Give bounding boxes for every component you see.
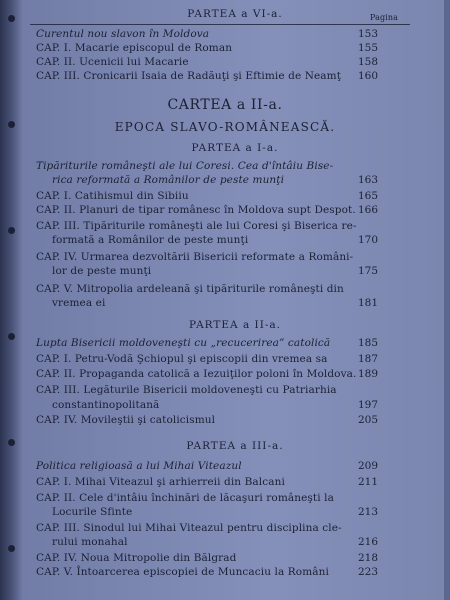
page-number: 158 <box>357 56 378 68</box>
page-column-label: Pagina <box>370 13 398 22</box>
page-number: 189 <box>357 368 378 380</box>
toc-entry: lor de peste munţi <box>52 265 152 277</box>
page-number: 175 <box>357 265 378 277</box>
section-heading: PARTEA a III-a. <box>186 440 284 452</box>
binding-hole <box>8 227 15 234</box>
toc-entry: CAP. II. Cele d'intâiu închinări de lăcaşuri româneşti la <box>36 492 334 504</box>
toc-entry: Tipăriturile româneşti ale lui Coresi. Cea d'întâiu Bise- <box>36 160 334 172</box>
page-number: 153 <box>357 28 378 40</box>
toc-entry: CAP. III. Sinodul lui Mihai Viteazul pentru disciplina cle- <box>36 522 342 534</box>
page-number: 197 <box>357 399 378 411</box>
section-heading: PARTEA a II-a. <box>188 319 282 331</box>
toc-entry: constantinopolitană <box>52 399 160 411</box>
page-number: 187 <box>357 353 378 365</box>
page-number: 185 <box>357 337 378 349</box>
toc-entry: CAP. V. Întoarcerea episcopiei de Muncaciu la Români <box>36 566 329 578</box>
toc-entry: CAP. IV. Movileştii şi catolicismul <box>36 414 216 426</box>
toc-entry: CAP. IV. Urmarea dezvoltării Bisericii reformate a Români- <box>36 251 354 263</box>
page-number: 163 <box>357 174 378 186</box>
toc-entry: CAP. IV. Noua Mitropolie din Bălgrad <box>36 552 237 564</box>
binding-hole <box>8 333 15 340</box>
toc-entry: rului monahal <box>52 536 128 548</box>
section-heading: PARTEA a I-a. <box>191 142 279 154</box>
binding-hole <box>8 439 15 446</box>
toc-entry: Lupta Bisericii moldoveneşti cu „recucerirea” catolică <box>36 337 331 349</box>
page-number: 216 <box>357 536 378 548</box>
toc-entry: rica reformată a Românilor de peste munţi <box>52 174 285 186</box>
binding-hole <box>8 545 15 552</box>
toc-entry: CAP. I. Catihismul din Sibiiu <box>36 190 189 202</box>
page-number: 166 <box>357 204 378 216</box>
toc-entry: formată a Românilor de peste munţi <box>52 234 249 246</box>
book-subheading: EPOCA SLAVO-ROMÂNEASCĂ. <box>114 120 336 134</box>
toc-entry: CAP. I. Macarie episcopul de Roman <box>36 42 233 54</box>
toc-entry: CAP. II. Propaganda catolică a Iezuiţilor poloni în Moldova. <box>36 368 357 380</box>
binding-hole <box>8 15 15 22</box>
toc-entry: Politica religioasă a lui Mihai Viteazul <box>36 460 242 472</box>
toc-entry: CAP. III. Legăturile Bisericii moldoveneşti cu Patriarhia <box>36 384 337 396</box>
book-heading: CARTEA a II-a. <box>167 97 283 113</box>
page-number: 160 <box>357 70 378 82</box>
page-number: 170 <box>357 234 378 246</box>
binding-hole <box>8 121 15 128</box>
toc-entry: CAP. I. Mihai Viteazul şi arhierreii din Balcani <box>36 476 285 488</box>
header-rule <box>30 24 410 25</box>
toc-entry: CAP. III. Tipăriturile româneşti ale lui Coresi şi Biserica re- <box>36 220 357 232</box>
page-number: 218 <box>357 552 378 564</box>
page-number: 213 <box>357 506 378 518</box>
toc-entry: Curentul nou slavon în Moldova <box>36 28 210 40</box>
toc-entry: Locurile Sfinte <box>52 506 133 518</box>
page-number: 205 <box>357 414 378 426</box>
page-number: 181 <box>357 297 378 309</box>
toc-entry: CAP. V. Mitropolia ardeleană şi tipăriturile româneşti din <box>36 283 344 295</box>
page-number: 209 <box>357 460 378 472</box>
book-spine <box>0 0 22 600</box>
toc-entry: CAP. II. Ucenicii lui Macarie <box>36 56 189 68</box>
toc-entry: CAP. II. Planuri de tipar românesc în Moldova supt Despot. <box>36 204 356 216</box>
page-number: 211 <box>357 476 378 488</box>
toc-entry: CAP. III. Cronicarii Isaia de Radăuţi şi Eftimie de Neamţ <box>36 70 342 82</box>
page-number: 155 <box>357 42 378 54</box>
page-number: 165 <box>357 190 378 202</box>
toc-entry: vremea ei <box>52 297 106 309</box>
page-number: 223 <box>357 566 378 578</box>
toc-entry: CAP. I. Petru-Vodă Şchiopul şi episcopii din vremea sa <box>36 353 328 365</box>
section-heading: PARTEA a VI-a. <box>187 8 283 20</box>
page-edge <box>444 0 450 600</box>
